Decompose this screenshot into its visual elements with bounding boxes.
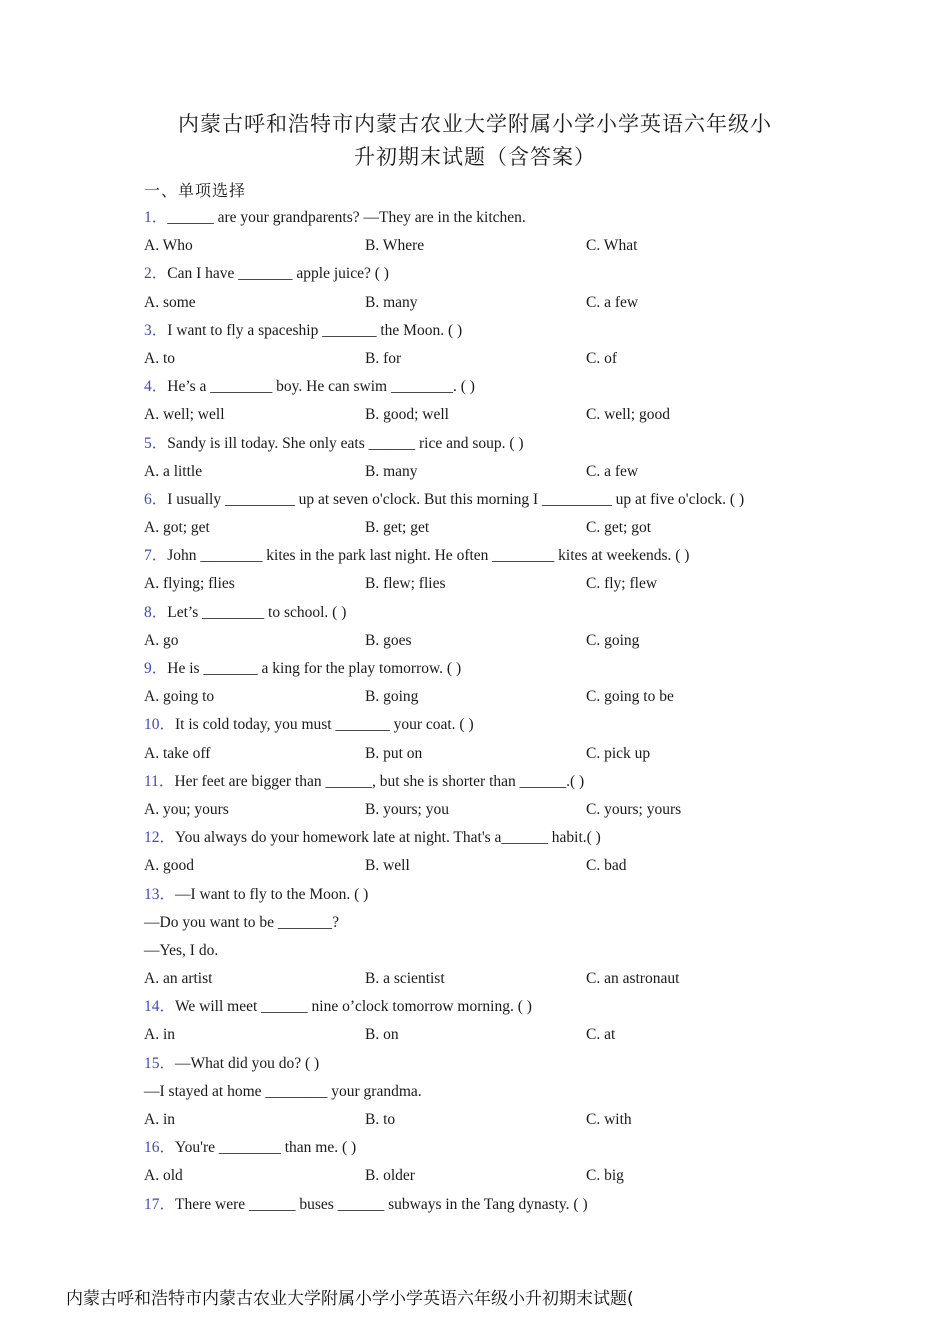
question-stem xyxy=(144,317,844,345)
option-c: C. going to be xyxy=(586,688,674,706)
option-c: C. going xyxy=(586,631,640,649)
question-text: —I want to fly to the Moon. ( ) xyxy=(175,885,369,903)
question-stem xyxy=(144,824,844,852)
option-b: B. many xyxy=(365,293,418,311)
option-b: B. many xyxy=(365,462,418,480)
option-b: B. put on xyxy=(365,744,423,762)
question-text: There were ______ buses ______ subways in the Tang dynasty. ( ) xyxy=(175,1195,588,1213)
question-number: 10． xyxy=(144,716,176,734)
option-a: A. in xyxy=(144,1026,175,1044)
option-a: A. an artist xyxy=(144,970,213,988)
answer-options xyxy=(144,289,844,317)
option-b: B. yours; you xyxy=(365,800,449,818)
answer-options xyxy=(144,852,844,880)
question-number: 2． xyxy=(144,265,168,283)
question-number: 14． xyxy=(144,998,176,1016)
option-c: C. an astronaut xyxy=(586,970,680,988)
dialogue-line: —Yes, I do. xyxy=(144,941,219,959)
question-stem xyxy=(144,1134,844,1162)
option-c: C. with xyxy=(586,1111,632,1128)
question-number: 11． xyxy=(144,772,175,790)
dialogue-line: —I stayed at home ________ your grandma. xyxy=(144,1082,422,1100)
answer-options xyxy=(144,965,844,993)
option-b: B. good; well xyxy=(365,406,449,424)
option-a: A. good xyxy=(144,857,194,875)
option-c: C. of xyxy=(586,349,617,367)
option-c: C. bad xyxy=(586,857,627,875)
question-text: He’s a ________ boy. He can swim ________. ( ) xyxy=(167,378,475,396)
question-text: I want to fly a spaceship _______ the Moon. ( ) xyxy=(167,321,463,339)
answer-options xyxy=(144,1162,844,1190)
question-stem xyxy=(144,260,844,288)
question-number: 5． xyxy=(144,434,168,452)
option-b: B. on xyxy=(365,1026,399,1044)
question-list xyxy=(144,204,844,1219)
question-stem xyxy=(144,599,844,627)
option-b: B. going xyxy=(365,688,419,706)
question-stem xyxy=(144,993,844,1021)
question-text: John ________ kites in the park last night. He often ________ kites at weekends. ( ) xyxy=(167,547,690,565)
option-a: A. well; well xyxy=(144,406,225,424)
option-b: B. Where xyxy=(365,237,425,255)
option-a: A. going to xyxy=(144,688,215,706)
question-text: Sandy is ill today. She only eats ______ rice and soup. ( ) xyxy=(167,434,524,452)
question-stem xyxy=(144,486,844,514)
answer-options xyxy=(144,740,844,768)
answer-options xyxy=(144,458,844,486)
question-number: 12． xyxy=(144,829,176,847)
option-a: A. take off xyxy=(144,744,211,762)
question-number: 1． xyxy=(144,209,168,226)
option-b: B. to xyxy=(365,1111,396,1128)
question-stem xyxy=(144,1191,844,1219)
option-c: C. fly; flew xyxy=(586,575,658,593)
question-text: He is _______ a king for the play tomorrow. ( ) xyxy=(167,660,462,677)
page-title-line-2: 升初期末试题（含答案） xyxy=(354,145,596,169)
option-a: A. to xyxy=(144,349,175,367)
option-a: A. a little xyxy=(144,462,203,480)
option-c: C. a few xyxy=(586,462,639,480)
question-stem xyxy=(144,768,844,796)
question-stem xyxy=(144,204,844,232)
page-title-line-1: 内蒙古呼和浩特市内蒙古农业大学附属小学小学英语六年级小 xyxy=(178,112,772,136)
question-text: ______ are your grandparents? —They are in the kitchen. xyxy=(167,209,526,226)
option-c: C. a few xyxy=(586,293,639,311)
question-number: 13． xyxy=(144,885,176,903)
option-b: B. get; get xyxy=(365,519,430,537)
question-text: I usually _________ up at seven o'clock. But this morning I _________ up at five o'clock. ( ) xyxy=(167,490,745,508)
question-number: 6． xyxy=(144,490,168,508)
answer-options xyxy=(144,570,844,598)
section-heading: 一、单项选择 xyxy=(144,181,247,200)
option-c: C. at xyxy=(586,1026,616,1044)
dialogue-line: —Do you want to be _______? xyxy=(144,913,340,931)
question-stem xyxy=(144,373,844,401)
option-a: A. some xyxy=(144,293,196,311)
answer-options xyxy=(144,683,844,711)
answer-options xyxy=(144,1106,844,1134)
question-stem xyxy=(144,542,844,570)
question-text: Can I have _______ apple juice? ( ) xyxy=(167,265,389,283)
option-c: C. What xyxy=(586,237,638,255)
question-number: 7． xyxy=(144,547,168,565)
page-footer: 内蒙古呼和浩特市内蒙古农业大学附属小学小学英语六年级小升初期末试题( xyxy=(66,1289,634,1309)
page-title xyxy=(100,108,850,174)
question-number: 17． xyxy=(144,1195,176,1213)
option-c: C. yours; yours xyxy=(586,800,682,818)
answer-options xyxy=(144,1021,844,1049)
question-number: 9． xyxy=(144,660,168,677)
option-b: B. well xyxy=(365,857,410,875)
question-number: 16． xyxy=(144,1139,176,1157)
answer-options xyxy=(144,796,844,824)
question-text: It is cold today, you must _______ your coat. ( ) xyxy=(175,716,474,734)
question-stem xyxy=(144,655,844,683)
option-c: C. big xyxy=(586,1167,624,1185)
option-b: B. goes xyxy=(365,631,412,649)
option-b: B. for xyxy=(365,349,402,367)
option-a: A. in xyxy=(144,1111,175,1128)
answer-options xyxy=(144,232,844,260)
question-stem xyxy=(144,881,844,909)
answer-options xyxy=(144,627,844,655)
option-a: A. flying; flies xyxy=(144,575,235,593)
option-c: C. well; good xyxy=(586,406,670,424)
question-number: 4． xyxy=(144,378,168,396)
question-stem xyxy=(144,1050,844,1078)
answer-options xyxy=(144,401,844,429)
question-number: 15． xyxy=(144,1054,176,1072)
option-c: C. get; got xyxy=(586,519,652,537)
question-text: Her feet are bigger than ______, but she is shorter than ______.( ) xyxy=(174,772,585,790)
option-a: A. old xyxy=(144,1167,183,1185)
question-number: 8． xyxy=(144,603,168,621)
question-text: You always do your homework late at night. That's a______ habit.( ) xyxy=(175,829,601,847)
option-c: C. pick up xyxy=(586,744,651,762)
answer-options xyxy=(144,514,844,542)
option-a: A. go xyxy=(144,631,179,649)
question-stem xyxy=(144,711,844,739)
answer-options xyxy=(144,345,844,373)
option-a: A. you; yours xyxy=(144,800,229,818)
question-text: —What did you do? ( ) xyxy=(175,1054,320,1072)
option-b: B. a scientist xyxy=(365,970,445,988)
question-stem xyxy=(144,430,844,458)
question-number: 3． xyxy=(144,321,168,339)
question-text: We will meet ______ nine o’clock tomorrow morning. ( ) xyxy=(175,998,532,1016)
question-text: You're ________ than me. ( ) xyxy=(175,1139,357,1157)
question-text: Let’s ________ to school. ( ) xyxy=(167,603,347,621)
option-b: B. older xyxy=(365,1167,415,1185)
option-a: A. got; get xyxy=(144,519,210,537)
option-b: B. flew; flies xyxy=(365,575,446,593)
option-a: A. Who xyxy=(144,237,193,255)
